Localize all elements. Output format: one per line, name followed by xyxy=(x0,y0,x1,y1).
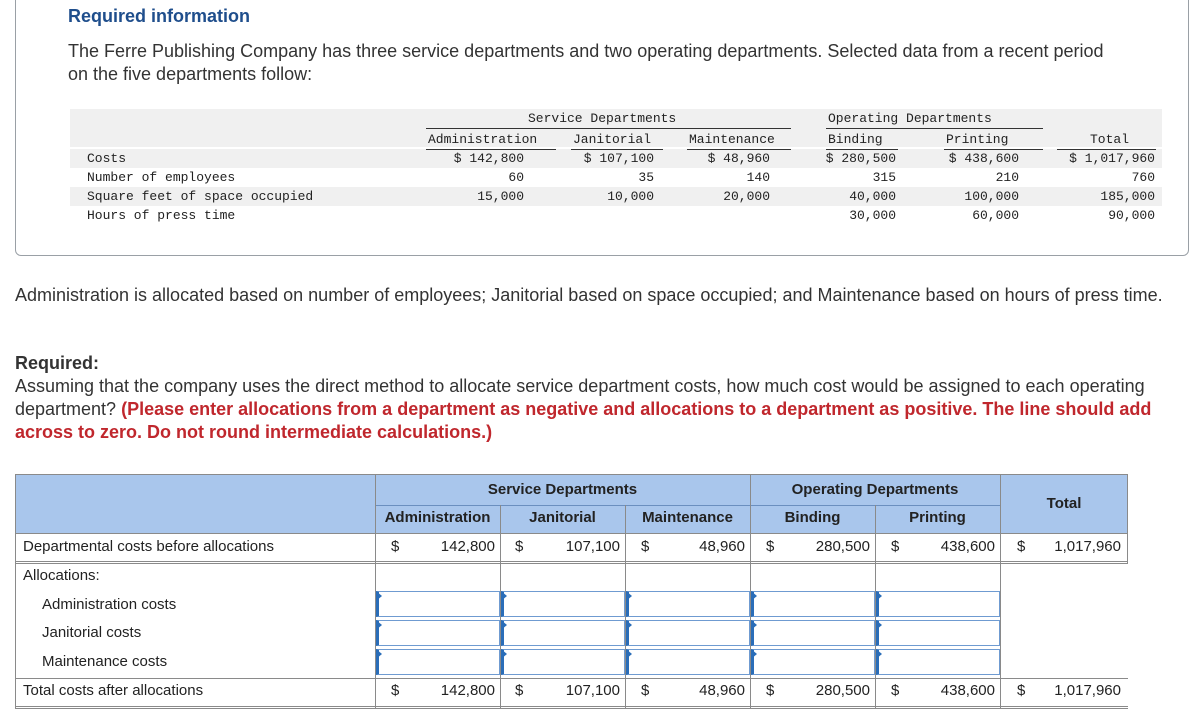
input-maintenance-administration[interactable] xyxy=(376,649,500,675)
currency-sign: $ xyxy=(1017,538,1026,555)
allocations-label: Allocations: xyxy=(23,567,100,584)
input-janitorial-administration[interactable] xyxy=(376,620,500,646)
costs-binding: $ 280,500 xyxy=(825,151,896,166)
answer-header-maintenance: Maintenance xyxy=(642,509,733,526)
costs-janitorial: $ 107,100 xyxy=(583,151,654,166)
row-label-square-feet: Square feet of space occupied xyxy=(87,189,314,204)
input-janitorial-binding[interactable] xyxy=(751,620,875,646)
row-label-employees: Number of employees xyxy=(87,170,236,185)
allocation-basis-text: Administration is allocated based on number of employees; Janitorial based on space occupied; and Maintenance based on hours of press time. xyxy=(15,285,1163,305)
costs-maintenance: $ 48,960 xyxy=(707,151,770,166)
col-header-total: Total xyxy=(1090,132,1130,147)
data-table xyxy=(70,109,1162,227)
before-janitorial: 107,100 xyxy=(565,538,620,555)
col-header-binding: Binding xyxy=(828,132,883,147)
section-heading: Required information xyxy=(68,6,251,26)
input-janitorial-maintenance[interactable] xyxy=(626,620,750,646)
answer-header-administration: Administration xyxy=(384,509,491,526)
row-label-before-allocations: Departmental costs before allocations xyxy=(23,538,274,555)
currency-sign: $ xyxy=(891,682,900,699)
after-printing: 438,600 xyxy=(940,682,995,699)
currency-sign: $ xyxy=(766,682,775,699)
input-maintenance-binding[interactable] xyxy=(751,649,875,675)
required-text: Assuming that the company uses the direct method to allocate service department costs, how much cost would be assigned to each operating department? xyxy=(15,376,1145,419)
sqft-janitorial: 10,000 xyxy=(607,189,654,204)
col-header-printing: Printing xyxy=(946,132,1009,147)
press-printing: 60,000 xyxy=(972,208,1019,223)
input-maintenance-maintenance[interactable] xyxy=(626,649,750,675)
input-admin-binding[interactable] xyxy=(751,591,875,617)
group-header-operating: Operating Departments xyxy=(828,111,992,126)
required-note: (Please enter allocations from a department as negative and allocations to a department as positive. The line should add across to zero. Do not round intermediate calculations.) xyxy=(15,399,1152,442)
col-header-administration: Administration xyxy=(428,132,538,147)
before-administration: 142,800 xyxy=(440,538,495,555)
answer-header-printing: Printing xyxy=(909,509,966,526)
before-printing: 438,600 xyxy=(940,538,995,555)
press-binding: 30,000 xyxy=(849,208,896,223)
currency-sign: $ xyxy=(641,682,650,699)
row-label-press-time: Hours of press time xyxy=(87,208,236,223)
after-total: 1,017,960 xyxy=(1054,682,1121,699)
before-maintenance: 48,960 xyxy=(699,538,745,555)
answer-header-binding: Binding xyxy=(784,509,841,526)
col-header-janitorial: Janitorial xyxy=(573,132,652,147)
sqft-printing: 100,000 xyxy=(964,189,1019,204)
employees-total: 760 xyxy=(1131,170,1155,185)
input-admin-administration[interactable] xyxy=(376,591,500,617)
group-header-service: Service Departments xyxy=(528,111,677,126)
required-block xyxy=(15,352,1185,444)
currency-sign: $ xyxy=(391,682,400,699)
row-label-after-allocations: Total costs after allocations xyxy=(23,682,204,699)
answer-header-janitorial: Janitorial xyxy=(529,509,596,526)
currency-sign: $ xyxy=(766,538,775,555)
answer-table xyxy=(15,474,1128,709)
currency-sign: $ xyxy=(1017,682,1026,699)
employees-binding: 315 xyxy=(872,170,896,185)
input-admin-janitorial[interactable] xyxy=(501,591,625,617)
employees-administration: 60 xyxy=(508,170,524,185)
after-janitorial: 107,100 xyxy=(565,682,620,699)
col-header-maintenance: Maintenance xyxy=(689,132,775,147)
sqft-maintenance: 20,000 xyxy=(723,189,770,204)
required-question xyxy=(15,375,1185,444)
currency-sign: $ xyxy=(515,682,524,699)
input-admin-printing[interactable] xyxy=(876,591,1000,617)
currency-sign: $ xyxy=(641,538,650,555)
intro-text: The Ferre Publishing Company has three service departments and two operating departments. Selected data from a recent period on the five departments follow: xyxy=(68,41,1104,84)
input-janitorial-janitorial[interactable] xyxy=(501,620,625,646)
required-label: Required: xyxy=(15,353,100,373)
answer-header-total: Total xyxy=(1046,495,1082,512)
input-maintenance-printing[interactable] xyxy=(876,649,1000,675)
before-total: 1,017,960 xyxy=(1054,538,1121,555)
input-janitorial-printing[interactable] xyxy=(876,620,1000,646)
costs-administration: $ 142,800 xyxy=(453,151,524,166)
answer-group-service: Service Departments xyxy=(487,481,638,498)
costs-printing: $ 438,600 xyxy=(948,151,1019,166)
after-maintenance: 48,960 xyxy=(699,682,745,699)
sqft-total: 185,000 xyxy=(1100,189,1155,204)
press-total: 90,000 xyxy=(1108,208,1155,223)
answer-group-operating: Operating Departments xyxy=(791,481,959,498)
employees-maintenance: 140 xyxy=(746,170,770,185)
sqft-administration: 15,000 xyxy=(477,189,524,204)
input-admin-maintenance[interactable] xyxy=(626,591,750,617)
employees-printing: 210 xyxy=(995,170,1019,185)
alloc-label-administration: Administration costs xyxy=(42,596,177,613)
currency-sign: $ xyxy=(891,538,900,555)
alloc-label-maintenance: Maintenance costs xyxy=(42,653,168,670)
before-binding: 280,500 xyxy=(815,538,870,555)
after-binding: 280,500 xyxy=(815,682,870,699)
currency-sign: $ xyxy=(391,538,400,555)
currency-sign: $ xyxy=(515,538,524,555)
alloc-label-janitorial: Janitorial costs xyxy=(42,624,142,641)
sqft-binding: 40,000 xyxy=(849,189,896,204)
employees-janitorial: 35 xyxy=(638,170,654,185)
row-label-costs: Costs xyxy=(87,151,127,166)
costs-total: $ 1,017,960 xyxy=(1069,151,1155,166)
input-maintenance-janitorial[interactable] xyxy=(501,649,625,675)
after-administration: 142,800 xyxy=(440,682,495,699)
